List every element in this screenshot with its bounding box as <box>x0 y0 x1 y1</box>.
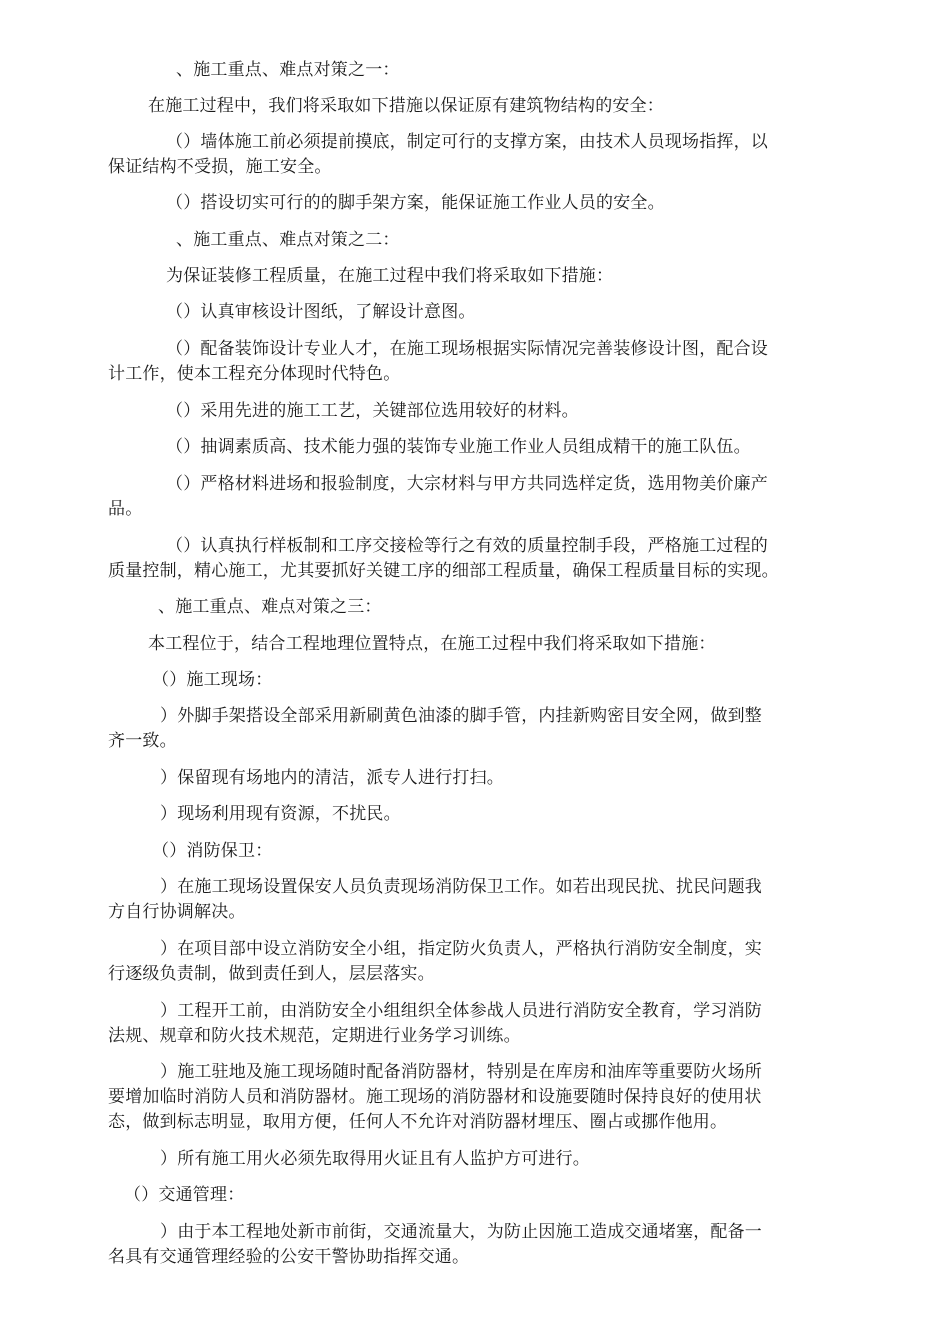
paragraph-item-cont: 法规、规章和防火技术规范，定期进行业务学习训练。 <box>108 1026 521 1046</box>
subheading-site: （）施工现场： <box>152 670 273 690</box>
paragraph-item-cont: 质量控制，精心施工，尤其要抓好关键工序的细部工程质量，确保工程质量目标的实现。 <box>108 561 779 581</box>
paragraph-item-cont: 保证结构不受损，施工安全。 <box>108 157 332 177</box>
paragraph-item: （）抽调素质高、技术能力强的装饰专业施工作业人员组成精干的施工队伍。 <box>166 437 751 457</box>
paragraph-item: （）墙体施工前必须提前摸底，制定可行的支撑方案，由技术人员现场指挥，以 <box>166 132 768 152</box>
paragraph-item: （）搭设切实可行的的脚手架方案，能保证施工作业人员的安全。 <box>166 193 665 213</box>
paragraph-item: ）现场利用现有资源，不扰民。 <box>160 804 401 824</box>
paragraph-item-cont: 品。 <box>108 499 143 519</box>
paragraph-item-cont: 行逐级负责制，做到责任到人，层层落实。 <box>108 964 435 984</box>
subheading-traffic: （）交通管理： <box>124 1185 245 1205</box>
paragraph-item: （）认真执行样板制和工序交接检等行之有效的质量控制手段，严格施工过程的 <box>166 536 768 556</box>
paragraph-item-cont: 计工作，使本工程充分体现时代特色。 <box>108 364 401 384</box>
paragraph-item: ）在项目部中设立消防安全小组，指定防火负责人，严格执行消防安全制度，实 <box>160 939 762 959</box>
paragraph-item-cont: 要增加临时消防人员和消防器材。施工现场的消防器材和设施要随时保持良好的使用状 <box>108 1087 762 1107</box>
paragraph-item: ）保留现有场地内的清洁，派专人进行打扫。 <box>160 768 504 788</box>
paragraph-item: （）采用先进的施工工艺，关键部位选用较好的材料。 <box>166 401 579 421</box>
subheading-fire-security: （）消防保卫： <box>152 841 273 861</box>
paragraph-item: ）外脚手架搭设全部采用新刷黄色油漆的脚手管，内挂新购密目安全网，做到整 <box>160 706 762 726</box>
paragraph-item-cont: 名具有交通管理经验的公安干警协助指挥交通。 <box>108 1247 470 1267</box>
paragraph-item: （）认真审核设计图纸，了解设计意图。 <box>166 302 476 322</box>
heading-countermeasure-3: 、施工重点、难点对策之三： <box>158 597 382 617</box>
paragraph-item: （）配备装饰设计专业人才，在施工现场根据实际情况完善装修设计图，配合设 <box>166 339 768 359</box>
paragraph-item-cont: 态，做到标志明显，取用方便，任何人不允许对消防器材埋压、圈占或挪作他用。 <box>108 1112 728 1132</box>
paragraph-item-cont: 齐一致。 <box>108 731 177 751</box>
heading-countermeasure-2: 、施工重点、难点对策之二： <box>176 230 400 250</box>
paragraph-intro-1: 在施工过程中，我们将采取如下措施以保证原有建筑物结构的安全： <box>148 96 664 116</box>
paragraph-item: ）所有施工用火必须先取得用火证且有人监护方可进行。 <box>160 1149 590 1169</box>
paragraph-item: ）工程开工前，由消防安全小组组织全体参战人员进行消防安全教育，学习消防 <box>160 1001 762 1021</box>
paragraph-item-cont: 方自行协调解决。 <box>108 902 246 922</box>
heading-countermeasure-1: 、施工重点、难点对策之一： <box>176 60 400 80</box>
paragraph-item: ）由于本工程地处新市前街，交通流量大，为防止因施工造成交通堵塞，配备一 <box>160 1222 762 1242</box>
paragraph-item: ）在施工现场设置保安人员负责现场消防保卫工作。如若出现民扰、扰民问题我 <box>160 877 762 897</box>
paragraph-intro-2: 为保证装修工程质量，在施工过程中我们将采取如下措施： <box>166 266 614 286</box>
paragraph-item: （）严格材料进场和报验制度，大宗材料与甲方共同选样定货，选用物美价廉产 <box>166 474 768 494</box>
paragraph-item: ）施工驻地及施工现场随时配备消防器材，特别是在库房和油库等重要防火场所 <box>160 1062 762 1082</box>
paragraph-intro-3: 本工程位于，结合工程地理位置特点，在施工过程中我们将采取如下措施： <box>148 634 716 654</box>
